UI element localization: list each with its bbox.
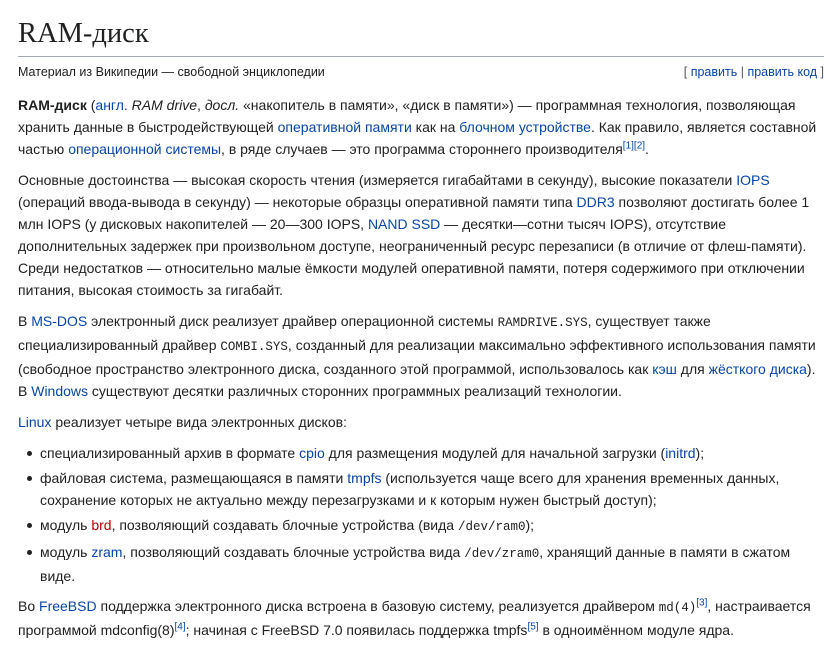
- text: модуль: [40, 544, 92, 560]
- link-brd[interactable]: brd: [91, 517, 112, 533]
- link-iops[interactable]: IOPS: [736, 172, 770, 188]
- article-body: [18, 94, 824, 641]
- edit-link[interactable]: править: [690, 65, 738, 79]
- text: для размещения модулей для начальной загрузки (: [324, 445, 666, 461]
- link-freebsd[interactable]: FreeBSD: [39, 598, 97, 614]
- code-md4: md(4): [658, 601, 697, 615]
- ram-drive-italic: RAM drive: [131, 97, 198, 113]
- text: «накопитель в памяти», «диск в памяти») — программная технология, позволяющая хранить данные в быстродействующей: [18, 97, 796, 135]
- link-cache[interactable]: кэш: [652, 361, 677, 377]
- text: файловая система, размещающаяся в памяти: [40, 470, 348, 486]
- text: , позволяющий создавать блочные устройства вида: [122, 544, 465, 560]
- text: для: [676, 361, 709, 377]
- link-os[interactable]: операционной системы: [68, 141, 222, 157]
- site-subtitle: Материал из Википедии — свободной энциклопедии: [18, 65, 325, 79]
- text: ; начиная с FreeBSD 7.0 появилась поддержка tmpfs: [185, 622, 528, 638]
- text: (: [86, 97, 96, 113]
- text: как на: [411, 119, 460, 135]
- link-initrd[interactable]: initrd: [665, 445, 696, 461]
- term-bold: RAM-диск: [18, 97, 87, 113]
- code-combi: COMBI.SYS: [220, 340, 288, 354]
- text: );: [695, 445, 705, 461]
- text: электронный диск реализует драйвер операционной системы: [87, 313, 498, 329]
- paragraph-intro: [18, 94, 824, 160]
- edit-links: [684, 65, 824, 79]
- text: в одноимённом модуле ядра.: [538, 622, 734, 638]
- text: , существует также специализированный драйвер: [18, 313, 711, 353]
- text: — десятки—сотни тысяч IOPS), отсутствие дополнительных задержек при произвольном доступе, неограниченный ресурс перезаписи (в отличие от флеш-памяти). Среди недостатков — относительно малые ёмкости модулей оперативной памяти, потеря содержимого при отключении питания, высокая стоимость за гигабайт.: [18, 216, 807, 298]
- text: , позволяющий создавать блочные устройства (вида: [111, 517, 458, 533]
- paragraph-freebsd: [18, 595, 824, 641]
- text: , созданный для реализации максимально эффективного использования памяти (свободное пространство электронного диска, созданного этой программой, использовалось как: [18, 337, 816, 377]
- list-item: [40, 442, 824, 464]
- link-tmpfs[interactable]: tmpfs: [347, 470, 382, 486]
- link-hard-disk[interactable]: жёсткого диска: [708, 361, 807, 377]
- link-windows[interactable]: Windows: [31, 383, 89, 399]
- paragraph-linux: [18, 411, 824, 433]
- edit-code-link[interactable]: править код: [747, 65, 818, 79]
- text: (используется чаще всего для хранения временных данных, сохранение которых не актуально между перезагрузками и к которым нужен быстрый доступ);: [40, 470, 780, 508]
- text: В: [18, 313, 32, 329]
- linux-disk-list: [18, 442, 824, 587]
- ref-4[interactable]: [4]: [174, 621, 186, 633]
- bracket-close: ]: [817, 65, 824, 79]
- dosl-italic: досл.: [204, 97, 240, 113]
- code-dev-ram0: /dev/ram0: [457, 520, 526, 534]
- text: , настраивается программой mdconfig(8): [18, 598, 811, 638]
- link-ram[interactable]: оперативной памяти: [277, 119, 412, 135]
- ref-5[interactable]: [5]: [527, 621, 539, 633]
- subtitle-row: [18, 65, 824, 79]
- text: );: [525, 517, 535, 533]
- ref-2[interactable]: [2]: [633, 140, 646, 152]
- text: , хранящий данные в памяти в сжатом виде.: [40, 544, 791, 584]
- text: Во: [18, 598, 40, 614]
- link-zram[interactable]: zram: [91, 544, 123, 560]
- ref-1[interactable]: [1]: [622, 140, 634, 152]
- text: ). В: [18, 361, 816, 399]
- text: поддержка электронного диска встроена в базовую систему, реализуется драйвером: [96, 598, 659, 614]
- text: существуют десятки различных сторонних программных реализаций технологии.: [88, 383, 622, 399]
- paragraph-msdos: [18, 310, 824, 402]
- paragraph-pros-cons: [18, 169, 824, 301]
- code-dev-zram0: /dev/zram0: [464, 547, 540, 561]
- link-linux[interactable]: Linux: [18, 414, 52, 430]
- link-block-device[interactable]: блочном устройстве: [459, 119, 591, 135]
- text: . Как правило, является составной частью: [18, 119, 817, 157]
- list-item: [40, 514, 824, 538]
- list-item: [40, 541, 824, 587]
- page-title: RAM-диск: [18, 14, 824, 57]
- code-ramdrive: RAMDRIVE.SYS: [497, 316, 588, 330]
- text: специализированный архив в формате: [40, 445, 300, 461]
- link-msdos[interactable]: MS-DOS: [31, 313, 88, 329]
- ref-3[interactable]: [3]: [696, 597, 708, 609]
- text: , в ряде случаев — это программа стороннего производителя: [221, 141, 623, 157]
- text: Основные достоинства — высокая скорость чтения (измеряется гигабайтами в секунду), высокие показатели: [18, 172, 737, 188]
- edit-separator: |: [737, 65, 748, 79]
- text: модуль: [40, 517, 92, 533]
- text: реализует четыре вида электронных дисков:: [51, 414, 347, 430]
- link-angl[interactable]: англ.: [95, 97, 128, 113]
- text: позволяют достигать более 1 млн IOPS (у дисковых накопителей — 20—300 IOPS,: [18, 194, 810, 232]
- text: (операций ввода-вывода в секунду) — некоторые образцы оперативной памяти типа: [18, 194, 577, 210]
- text: .: [645, 141, 649, 157]
- bracket-open: [: [683, 65, 691, 79]
- list-item: [40, 467, 824, 511]
- link-ddr3[interactable]: DDR3: [576, 194, 615, 210]
- text: ,: [197, 97, 205, 113]
- link-nand-ssd[interactable]: NAND SSD: [367, 216, 441, 232]
- link-cpio[interactable]: cpio: [299, 445, 325, 461]
